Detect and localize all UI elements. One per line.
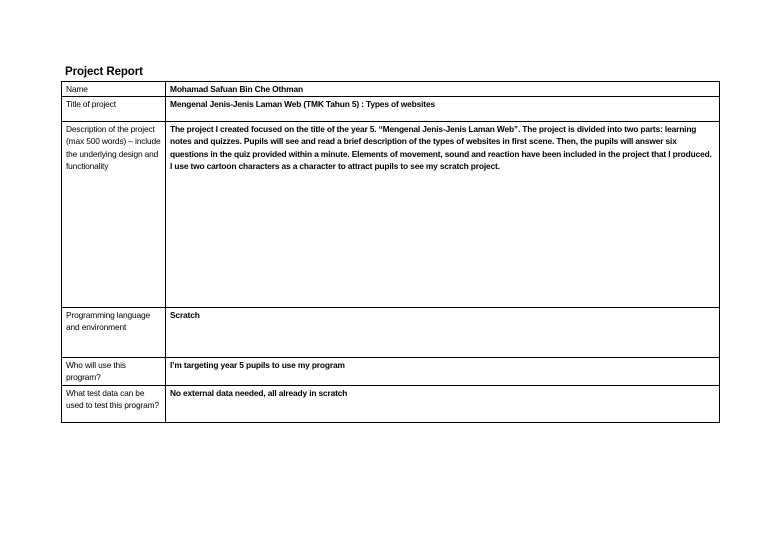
project-title-label: Title of project [62,97,166,122]
users-label: Who will use this program? [62,358,166,385]
description-value: The project I created focused on the title of the year 5. “Mengenal Jenis-Jenis Laman Web”. The project is divided into two parts: learning notes and quizzes. Pupils will see and read a brief description of the types of websites in first scene. Then, the pupils will answer six questions in the quiz provided within a minute. Elements of movement, sound and reaction have been included in the project that I produced. I use two cartoon characters as a character to attract pupils to see my scratch project. [166,122,720,308]
name-label: Name [62,82,166,97]
language-label: Programming language and environment [62,308,166,358]
users-value: I’m targeting year 5 pupils to use my program [166,358,720,385]
table-row-title [62,97,720,122]
table-row-users [62,358,720,385]
table-row-name [62,82,720,97]
table-row-language [62,308,720,358]
description-label: Description of the project (max 500 words) – include the underlying design and functionality [62,122,166,308]
name-value: Mohamad Safuan Bin Che Othman [166,82,720,97]
report-title: Project Report [65,66,143,78]
project-report-table [61,81,720,423]
test-data-value: No external data needed, all already in scratch [166,385,720,422]
table-row-description [62,122,720,308]
table-row-test-data [62,385,720,422]
language-value: Scratch [166,308,720,358]
project-title-value: Mengenal Jenis-Jenis Laman Web (TMK Tahun 5) : Types of websites [166,97,720,122]
test-data-label: What test data can be used to test this program? [62,385,166,422]
